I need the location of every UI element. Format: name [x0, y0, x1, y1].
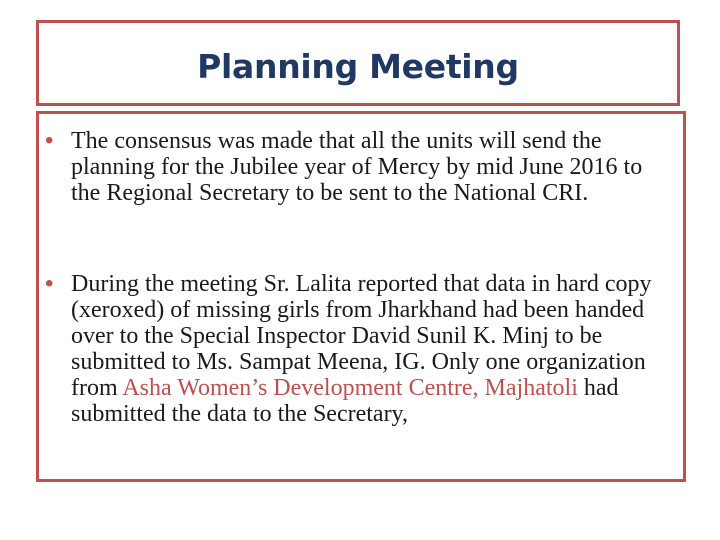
content-box	[36, 111, 686, 482]
bullet-text-after: had submitted the data to the Secretary,	[71, 375, 619, 427]
slide-title: Planning Meeting	[197, 47, 519, 86]
bullet-text: The consensus was made that all the units will send the planning for the Jubilee year of Mercy by mid June 2016 to the Regional Secretary to be sent to the National CRI.	[71, 128, 643, 206]
title-box	[36, 20, 680, 106]
bullet-text-before: During the meeting Sr. Lalita reported that data in hard copy (xeroxed) of missing girls from Jharkhand had been handed over to the Special Inspector David Sunil K. Minj to be submitted to Ms. Sampat Meena, IG. Only one organization from	[71, 271, 652, 401]
organization-highlight: Asha Women’s Development Centre, Majhatoli	[122, 375, 578, 401]
bullet-icon: •	[45, 127, 54, 154]
bullet-item-consensus	[39, 128, 675, 206]
bullet-text	[71, 271, 675, 427]
bullet-item-meeting-report	[39, 271, 675, 427]
bullet-icon: •	[45, 270, 54, 297]
